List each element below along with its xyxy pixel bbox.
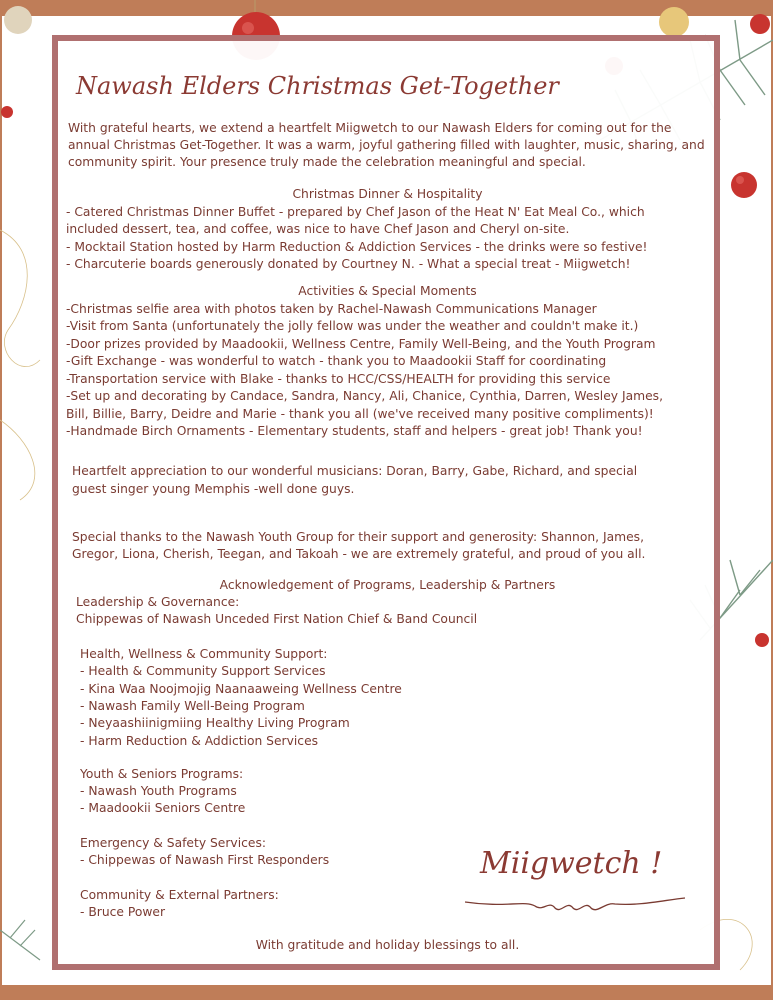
intro-paragraph: With grateful hearts, we extend a heartfelt Miigwetch to our Nawash Elders for coming out for the annual Christmas Get-Together. It was a warm, joyful gathering filled with laughter, music, sharing, and community spirit. Your presence truly made the celebration meaningful and special. (68, 121, 705, 169)
activities-heading: Activities & Special Moments (298, 284, 477, 298)
closing-line: With gratitude and holiday blessings to all. (255, 938, 520, 952)
acknowledgement-heading: Acknowledgement of Programs, Leadership & Partners (219, 578, 556, 592)
dinner-line: - Mocktail Station hosted by Harm Reduction & Addiction Services - the drinks were so festive! (66, 240, 648, 254)
musicians-line: guest singer young Memphis -well done guys. (72, 482, 355, 496)
activities-line: -Door prizes provided by Maadookii, Wellness Centre, Family Well-Being, and the Youth Program (66, 337, 656, 351)
youth-seniors-heading: Youth & Seniors Programs: (80, 767, 244, 781)
musicians-line: Heartfelt appreciation to our wonderful musicians: Doran, Barry, Gabe, Richard, and special (72, 464, 638, 478)
dinner-line: included dessert, tea, and coffee, was nice to have Chef Jason and Cheryl on-site. (66, 222, 570, 236)
activities-line: -Set up and decorating by Candace, Sandra, Nancy, Ali, Chanice, Cynthia, Darren, Wesley James, (66, 389, 663, 403)
activities-line: -Transportation service with Blake - thanks to HCC/CSS/HEALTH for providing this service (66, 372, 611, 386)
youth-seniors-item: - Nawash Youth Programs (80, 784, 237, 798)
dinner-line: - Catered Christmas Dinner Buffet - prepared by Chef Jason of the Heat N' Eat Meal Co., which (66, 205, 645, 219)
youth-thanks-line: Gregor, Liona, Cherish, Teegan, and Takoah - we are extremely grateful, and proud of you all. (72, 547, 646, 561)
partners-heading: Community & External Partners: (80, 888, 279, 902)
health-item: - Health & Community Support Services (80, 664, 326, 678)
page-title: Nawash Elders Christmas Get-Together (76, 72, 559, 100)
activities-line: -Gift Exchange - was wonderful to watch - thank you to Maadookii Staff for coordinating (66, 354, 607, 368)
signature-flourish (465, 896, 685, 916)
health-heading: Health, Wellness & Community Support: (80, 647, 328, 661)
emergency-item: - Chippewas of Nawash First Responders (80, 853, 330, 867)
emergency-heading: Emergency & Safety Services: (80, 836, 267, 850)
health-item: - Harm Reduction & Addiction Services (80, 734, 319, 748)
health-item: - Neyaashiinigmiing Healthy Living Program (80, 716, 350, 730)
youth-seniors-item: - Maadookii Seniors Centre (80, 801, 246, 815)
leadership-heading: Leadership & Governance: (76, 595, 240, 609)
health-item: - Nawash Family Well-Being Program (80, 699, 305, 713)
activities-line: -Christmas selfie area with photos taken by Rachel-Nawash Communications Manager (66, 302, 597, 316)
dinner-heading: Christmas Dinner & Hospitality (292, 187, 483, 201)
partners-item: - Bruce Power (80, 905, 166, 919)
activities-line: -Handmade Birch Ornaments - Elementary students, staff and helpers - great job! Thank you! (66, 424, 643, 438)
youth-thanks-line: Special thanks to the Nawash Youth Group for their support and generosity: Shannon, James, (72, 530, 644, 544)
activities-line: -Visit from Santa (unfortunately the jolly fellow was under the weather and couldn't make it.) (66, 319, 639, 333)
signature-miigwetch: Miigwetch ! (480, 846, 663, 881)
activities-line: Bill, Billie, Barry, Deidre and Marie - thank you all (we've received many positive compliments)! (66, 407, 654, 421)
health-item: - Kina Waa Noojmojig Naanaaweing Wellness Centre (80, 682, 402, 696)
leadership-item: Chippewas of Nawash Unceded First Nation Chief & Band Council (76, 612, 478, 626)
dinner-line: - Charcuterie boards generously donated by Courtney N. - What a special treat - Miigwetch! (66, 257, 631, 271)
